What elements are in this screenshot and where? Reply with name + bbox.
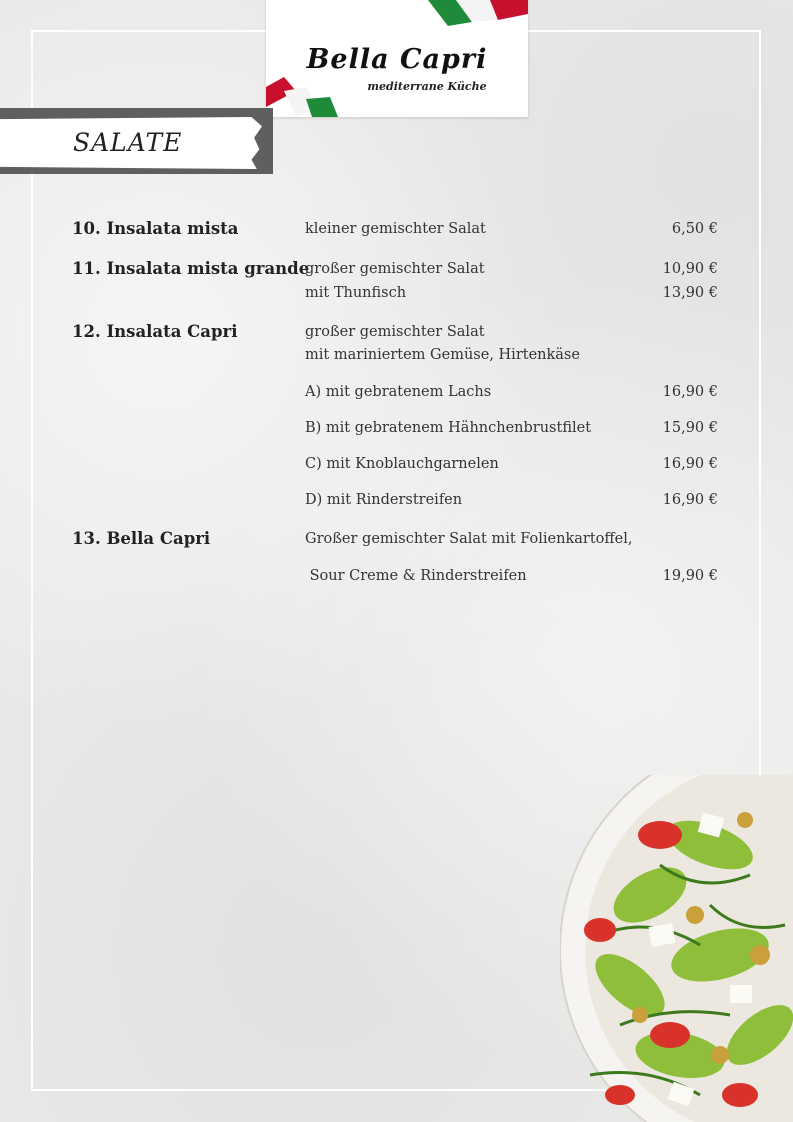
- menu-item-name: 13. Bella Capri: [72, 529, 211, 548]
- menu-item-description: großer gemischter Salat: [305, 261, 485, 277]
- logo-tagline: mediterrane Küche: [367, 80, 487, 93]
- menu-item-price: 6,50 €: [671, 221, 718, 237]
- menu-item-name: 12. Insalata Capri: [72, 322, 238, 341]
- menu-item-price: 16,90 €: [662, 492, 718, 508]
- menu-item-description: kleiner gemischter Salat: [305, 221, 486, 237]
- menu-item-price: 16,90 €: [662, 384, 718, 400]
- logo-box: [266, 0, 528, 117]
- menu-item-name: 10. Insalata mista: [72, 219, 239, 238]
- menu-item-option: D) mit Rinderstreifen: [305, 492, 463, 508]
- menu-item-price: 16,90 €: [662, 456, 718, 472]
- menu-item-description: Sour Creme & Rinderstreifen: [305, 568, 527, 584]
- section-title: SALATE: [73, 128, 183, 157]
- logo-title: Bella Capri: [306, 44, 488, 75]
- menu-item-description: großer gemischter Salat: [305, 324, 485, 340]
- salad-bowl-image: [560, 775, 793, 1122]
- menu-item-price: 19,90 €: [662, 568, 718, 584]
- menu-item-description: Großer gemischter Salat mit Folienkartoffel,: [305, 531, 633, 547]
- menu-item-price: 13,90 €: [662, 285, 718, 301]
- menu-item-option: B) mit gebratenem Hähnchenbrustfilet: [305, 420, 592, 436]
- menu-item-price: 15,90 €: [662, 420, 718, 436]
- menu-item-name: 11. Insalata mista grande: [72, 259, 310, 278]
- menu-item-description: mit Thunfisch: [305, 285, 407, 301]
- italian-flag-ribbon-icon: [428, 0, 528, 26]
- menu-item-option: A) mit gebratenem Lachs: [305, 384, 492, 400]
- menu-item-option: C) mit Knoblauchgarnelen: [305, 456, 499, 472]
- menu-item-description: mit mariniertem Gemüse, Hirtenkäse: [305, 347, 580, 363]
- menu-item-price: 10,90 €: [662, 261, 718, 277]
